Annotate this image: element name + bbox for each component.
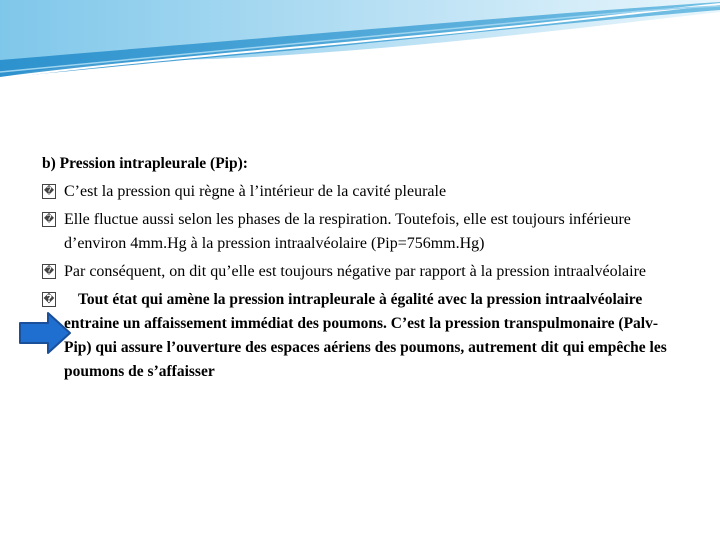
bullet-text: C’est la pression qui règne à l’intérieur de la cavité pleurale xyxy=(64,183,447,200)
header-wave-decoration xyxy=(0,0,720,110)
bullet-text: Tout état qui amène la pression intrapleurale à égalité avec la pression intraalvéolaire entraine un affaissement immédiat des poumons. C’est la pression transpulmonaire (Palv-Pip) qui assure l’ouverture des espaces aériens des poumons, autrement dit qui empêche les poumons de s’affaisser xyxy=(64,291,667,380)
bullet-text: Par conséquent, on dit qu’elle est toujours négative par rapport à la pression intraalvéolaire xyxy=(64,263,647,280)
bullet-placeholder-icon: � xyxy=(43,186,55,197)
bullet-item xyxy=(42,208,682,256)
section-heading: b) Pression intrapleurale (Pip): xyxy=(42,155,248,172)
bullet-item xyxy=(42,180,682,204)
bullet-item xyxy=(42,260,682,284)
bullet-item xyxy=(42,288,682,384)
bullet-placeholder-icon: � xyxy=(43,294,55,305)
slide-content xyxy=(42,154,682,388)
bullet-placeholder-icon: � xyxy=(43,214,55,225)
right-arrow-icon xyxy=(18,311,72,355)
bullet-placeholder-icon: � xyxy=(43,266,55,277)
bullet-text: Elle fluctue aussi selon les phases de la respiration. Toutefois, elle est toujours inférieure d’environ 4mm.Hg à la pression intraalvéolaire (Pip=756mm.Hg) xyxy=(64,211,631,252)
